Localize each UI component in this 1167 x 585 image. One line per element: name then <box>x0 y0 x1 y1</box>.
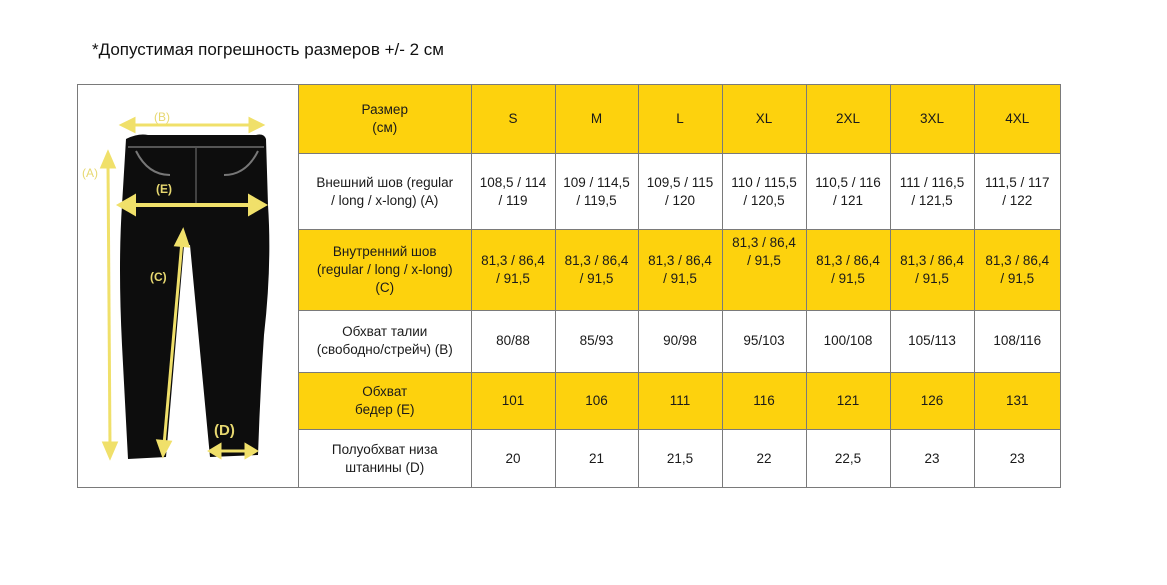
table-cell: 100/108 <box>806 310 890 372</box>
table-cell: 85/93 <box>555 310 638 372</box>
table-cell: 108/116 <box>974 310 1060 372</box>
pants-illustration <box>78 85 299 487</box>
row-label: Обхват бедер (E) <box>299 372 471 429</box>
header-label: Размер (см) <box>299 85 471 153</box>
table-cell: 111,5 / 117 / 122 <box>974 153 1060 229</box>
table-cell: 109 / 114,5 / 119,5 <box>555 153 638 229</box>
table-cell: 21 <box>555 430 638 487</box>
table-cell: 81,3 / 86,4 / 91,5 <box>806 230 890 310</box>
size-header: 2XL <box>806 85 890 153</box>
size-header: 4XL <box>974 85 1060 153</box>
table-row-waist <box>299 310 1060 372</box>
label-e: (E) <box>156 182 172 196</box>
table-cell: 81,3 / 86,4 / 91,5 <box>638 230 722 310</box>
row-label: Полуобхват низа штанины (D) <box>299 430 471 487</box>
header-row <box>299 85 1060 153</box>
table-cell: 101 <box>471 372 555 429</box>
table-row-outer-seam <box>299 153 1060 229</box>
tolerance-note: *Допустимая погрешность размеров +/- 2 см <box>92 40 444 59</box>
label-a: (A) <box>82 166 98 180</box>
size-chart-frame <box>77 84 1061 488</box>
table-cell: 111 <box>638 372 722 429</box>
table-cell: 106 <box>555 372 638 429</box>
table-cell: 22,5 <box>806 430 890 487</box>
table-row-leg-opening <box>299 430 1060 487</box>
table-cell: 23 <box>974 430 1060 487</box>
table-cell: 23 <box>890 430 974 487</box>
table-cell: 81,3 / 86,4 / 91,5 <box>471 230 555 310</box>
table-cell: 90/98 <box>638 310 722 372</box>
pants-measurement-diagram <box>78 85 299 487</box>
pants-silhouette <box>120 135 269 460</box>
table-row-hips <box>299 372 1060 429</box>
size-header: S <box>471 85 555 153</box>
size-header: M <box>555 85 638 153</box>
row-label: Внешний шов (regular / long / x-long) (A) <box>299 153 471 229</box>
table-cell: 110,5 / 116 / 121 <box>806 153 890 229</box>
label-d: (D) <box>214 422 235 439</box>
table-cell: 110 / 115,5 / 120,5 <box>722 153 806 229</box>
table-cell: 108,5 / 114 / 119 <box>471 153 555 229</box>
table-cell: 81,3 / 86,4 / 91,5 <box>722 230 806 310</box>
table-cell: 81,3 / 86,4 / 91,5 <box>974 230 1060 310</box>
table-cell: 126 <box>890 372 974 429</box>
table-cell: 111 / 116,5 / 121,5 <box>890 153 974 229</box>
table-cell: 131 <box>974 372 1060 429</box>
row-label: Обхват талии (свободно/стрейч) (B) <box>299 310 471 372</box>
table-cell: 105/113 <box>890 310 974 372</box>
table-cell: 95/103 <box>722 310 806 372</box>
table-cell: 81,3 / 86,4 / 91,5 <box>890 230 974 310</box>
size-table <box>299 85 1060 487</box>
size-header: XL <box>722 85 806 153</box>
table-cell: 80/88 <box>471 310 555 372</box>
table-cell: 21,5 <box>638 430 722 487</box>
label-b: (B) <box>154 110 170 124</box>
table-row-inner-seam <box>299 230 1060 310</box>
arrow-b <box>122 119 262 131</box>
arrow-a <box>102 153 116 457</box>
size-header: 3XL <box>890 85 974 153</box>
table-cell: 22 <box>722 430 806 487</box>
table-cell: 81,3 / 86,4 / 91,5 <box>555 230 638 310</box>
row-label: Внутренний шов (regular / long / x-long) (C) <box>299 230 471 310</box>
table-cell: 121 <box>806 372 890 429</box>
label-c: (C) <box>150 270 167 284</box>
table-cell: 20 <box>471 430 555 487</box>
table-cell: 116 <box>722 372 806 429</box>
table-cell: 109,5 / 115 / 120 <box>638 153 722 229</box>
size-header: L <box>638 85 722 153</box>
